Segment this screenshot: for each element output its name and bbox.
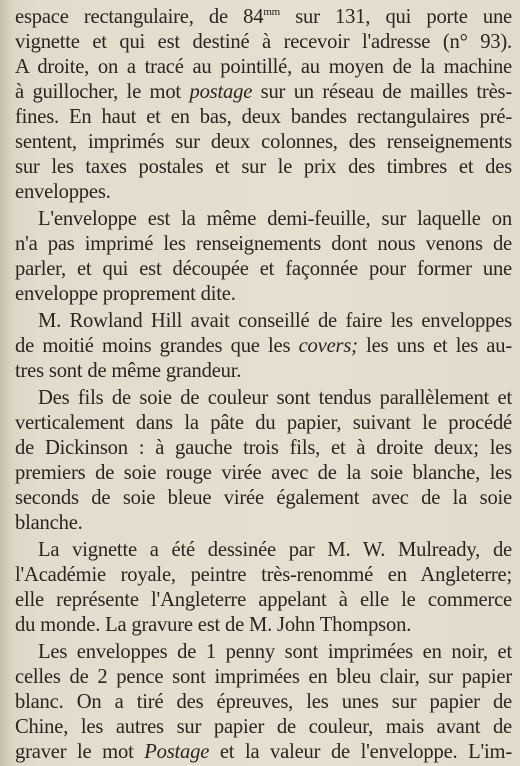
text-run: blanc. On a tiré des épreuves, les unes sur papier de xyxy=(15,691,512,713)
text-run: La vignette a été dessinée par M. W. Mulready, de xyxy=(38,539,512,561)
text-run: blanche. xyxy=(15,512,83,534)
text-line xyxy=(38,538,512,562)
text-line xyxy=(15,30,512,54)
text-run: de Dickinson : à gauche trois fils, et à droite deux; les xyxy=(15,437,512,459)
text-line xyxy=(38,309,512,333)
text-line xyxy=(15,613,512,637)
text-line xyxy=(15,690,512,714)
text-line xyxy=(38,207,512,231)
text-run: de moitié moins grandes que les xyxy=(15,335,299,357)
text-run: verticalement dans la pâte du papier, suivant le procédé xyxy=(15,412,512,434)
text-run: enveloppe proprement dite. xyxy=(15,283,236,305)
text-run: tres sont de même grandeur. xyxy=(15,360,242,382)
text-line xyxy=(15,5,512,29)
text-run: n'a pas imprimé les renseignements dont nous venons de xyxy=(15,233,512,255)
text-line xyxy=(15,80,512,104)
text-line xyxy=(15,511,512,535)
text-line xyxy=(15,436,512,460)
text-line xyxy=(15,334,512,358)
text-run: Les enveloppes de 1 penny sont imprimées en noir, et xyxy=(38,641,512,663)
text-run: fines. En haut et en bas, deux bandes rectangulaires pré- xyxy=(15,106,512,128)
text-run: M. Rowland Hill avait conseillé de faire les enveloppes xyxy=(38,310,512,332)
text-line xyxy=(38,386,512,410)
text-line xyxy=(15,130,512,154)
text-run: vignette et qui est destiné à recevoir l'adresse (n° 93). xyxy=(15,31,512,53)
text-run: sur un réseau de mailles très- xyxy=(252,81,512,103)
text-line xyxy=(15,665,512,689)
text-line xyxy=(15,359,512,383)
italic-term: postage xyxy=(189,81,253,103)
text-run: Des fils de soie de couleur sont tendus parallèlement et xyxy=(38,387,512,409)
text-line xyxy=(15,105,512,129)
text-line xyxy=(15,461,512,485)
italic-term: covers; xyxy=(298,335,358,357)
text-run: A droite, on a tracé au pointillé, au moyen de la machine xyxy=(15,56,512,78)
text-line xyxy=(15,411,512,435)
text-run: sur 131, qui porte une xyxy=(280,6,512,28)
text-line xyxy=(15,55,512,79)
text-line xyxy=(15,588,512,612)
text-run: et la valeur de l'enveloppe. L'im- xyxy=(209,741,512,763)
text-run: premiers de soie rouge virée avec de la soie blanche, les xyxy=(15,462,512,484)
text-line xyxy=(15,715,512,739)
text-line xyxy=(15,282,512,306)
text-line xyxy=(15,486,512,510)
text-line xyxy=(15,563,512,587)
text-run: les uns et les au- xyxy=(357,335,512,357)
text-line xyxy=(15,232,512,256)
text-run: l'Académie royale, peintre très-renommé en Angleterre; xyxy=(15,564,512,586)
text-line xyxy=(15,257,512,281)
text-run: seconds de soie bleue virée également avec de la soie xyxy=(15,487,512,509)
text-line xyxy=(38,640,512,664)
text-run: Chine, les autres sur papier de couleur, mais avant de xyxy=(15,716,512,738)
text-run: graver le mot xyxy=(15,741,145,763)
superscript-unit: mm xyxy=(263,6,281,18)
text-run: sur les taxes postales et sur le prix des timbres et des xyxy=(15,156,512,178)
text-run: espace rectangulaire, de 84 xyxy=(15,6,264,28)
text-run: à guillocher, le mot xyxy=(15,81,190,103)
text-line xyxy=(15,155,512,179)
text-run: enveloppes. xyxy=(15,181,111,203)
italic-term: Postage xyxy=(144,741,210,763)
text-line xyxy=(15,740,512,764)
text-run: sentent, imprimés sur deux colonnes, des renseignements xyxy=(15,131,512,153)
text-line xyxy=(15,180,512,204)
text-run: celles de 2 pence sont imprimées en bleu clair, sur papier xyxy=(15,666,512,688)
text-run: elle représente l'Angleterre appelant à elle le commerce xyxy=(15,589,512,611)
text-run: du monde. La gravure est de M. John Thompson. xyxy=(15,614,412,636)
text-run: parler, et qui est découpée et façonnée pour former une xyxy=(15,258,512,280)
text-run: L'enveloppe est la même demi-feuille, sur laquelle on xyxy=(38,208,512,230)
